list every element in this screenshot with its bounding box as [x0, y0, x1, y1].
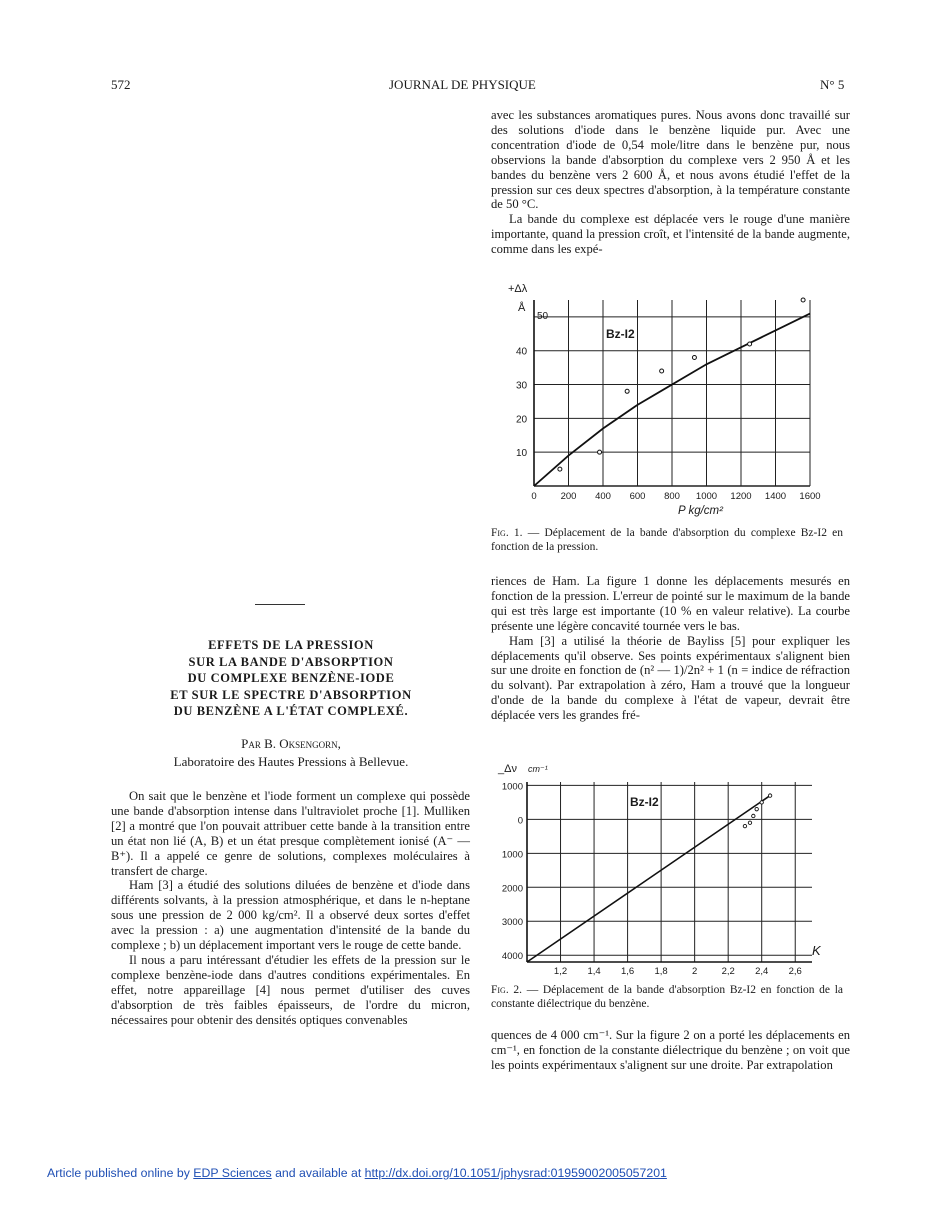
y-tick-label: 10 [516, 448, 528, 460]
footer-prefix: Article published online by [47, 1166, 190, 1180]
data-point [692, 355, 696, 359]
chart-grid [527, 782, 812, 962]
chart-grid [534, 300, 810, 486]
footer-middle: and available at [275, 1166, 362, 1180]
right-middle-text [491, 574, 850, 723]
y-unit-label: cm⁻¹ [528, 764, 548, 774]
data-point [625, 389, 629, 393]
data-point [760, 801, 763, 804]
data-point [558, 467, 562, 471]
x-tick-label: 800 [664, 491, 680, 502]
x-tick-label: 0 [531, 491, 537, 502]
paragraph: quences de 4 000 cm⁻¹. Sur la figure 2 on a porté les déplacements en cm⁻¹, en fonction de la constante diélectrique du benzène ; on voit que les points expérimentaux s'alignent sur une droite. Par extrapolation [491, 1028, 850, 1072]
issue-number: N° 5 [820, 77, 845, 92]
y-tick-label: 2000 [501, 883, 523, 895]
footer-notice [47, 1166, 667, 1180]
data-point [768, 794, 771, 797]
x-tick-label: 1200 [730, 491, 752, 502]
article-title [108, 637, 474, 720]
y-tick-label: 50 [537, 310, 549, 322]
right-top-text [491, 108, 850, 257]
figure-2-chart [490, 760, 850, 980]
paragraph: On sait que le benzène et l'iode forment un complexe qui possède une bande d'absorption intense dans l'ultraviolet proche [1]. Mulliken [2] a montré que l'on pouvait attribuer cette bande à la transition entre un état non lié (A, B) et un état presque complètement ionisé (A⁻ — B⁺). Il a appelé ce genre de solutions, complexes moléculaires à transfert de charge. [111, 789, 470, 878]
fit-line-path [527, 796, 770, 962]
title-line: EFFETS DE LA PRESSION [208, 638, 374, 652]
journal-title: JOURNAL DE PHYSIQUE [389, 77, 536, 92]
series-label: Bz-I2 [606, 327, 635, 341]
y-axis-label: _Δν [498, 763, 517, 775]
x-tick-label: 1,6 [620, 966, 635, 977]
figure-2-caption [491, 984, 843, 1011]
caption-text: — Déplacement de la bande d'absorption du complexe Bz-I2 en fonction de la pression. [491, 527, 844, 553]
x-tick-label: 600 [629, 491, 646, 502]
y-tick-label: 1000 [501, 849, 523, 861]
figure-1-chart [490, 280, 850, 520]
x-tick-label: 1,4 [587, 966, 601, 977]
affiliation-line: Laboratoire des Hautes Pressions à Bellevue. [173, 754, 409, 769]
y-tick-label: 40 [516, 346, 528, 358]
doi-link[interactable]: http://dx.doi.org/10.1051/jphysrad:01959002005057201 [364, 1166, 667, 1180]
data-point [748, 821, 751, 824]
paragraph: riences de Ham. La figure 1 donne les déplacements mesurés en fonction de la pression. L'erreur de pointé sur le maximum de la bande qui est très large est importante (10 % en valeur relative). La courbe présente une légère concavité tournée vers le bas. [491, 574, 850, 633]
data-point [598, 450, 602, 454]
data-point [743, 824, 746, 827]
y-tick-label: 3000 [501, 917, 523, 929]
x-axis-label: P kg/cm² [678, 505, 723, 517]
y-tick-label: 30 [516, 380, 528, 392]
x-tick-label: 1,2 [553, 966, 568, 977]
title-line: ET SUR LE SPECTRE D'ABSORPTION [170, 687, 412, 702]
page-number: 572 [111, 77, 131, 92]
caption-label: Fig. 2. [491, 984, 523, 996]
publisher-link[interactable]: EDP Sciences [193, 1166, 272, 1180]
x-tick-label: 1400 [764, 491, 787, 502]
y-tick-label: 20 [516, 414, 528, 426]
title-line: DU BENZÈNE A L'ÉTAT COMPLEXÉ. [173, 704, 409, 718]
y-tick-labels [516, 311, 549, 459]
x-tick-label: 400 [595, 491, 611, 502]
y-tick-label: 1000 [501, 781, 523, 793]
caption-label: Fig. 1. [491, 527, 523, 539]
y-unit-label: Å [518, 302, 526, 314]
y-axis-label: +Δλ [508, 283, 528, 295]
data-point [660, 369, 664, 373]
series-label: Bz-I2 [630, 795, 659, 809]
x-tick-label: 200 [560, 491, 577, 502]
divider-rule [255, 604, 305, 605]
right-bottom-text [491, 1028, 850, 1073]
x-tick-labels [531, 491, 820, 502]
fit-line [527, 796, 770, 962]
data-point [801, 298, 805, 302]
title-line: SUR LA BANDE D'ABSORPTION [188, 654, 394, 669]
x-axis-label: K [812, 943, 821, 958]
data-point [755, 807, 758, 810]
x-tick-label: 2,4 [755, 966, 769, 977]
paragraph: avec les substances aromatiques pures. Nous avons donc travaillé sur des solutions d'iode dans le benzène liquide pur. Avec une concentration d'iode de 0,54 mole/litre dans le benzène pur, nous observions la bande d'absorption du complexe vers 2 950 Å et les bandes du benzène vers 2 600 Å, et nous avons étudié l'effet de la pression sur ces deux spectres d'absorption, à la température constante de 50 °C. [491, 108, 850, 212]
y-tick-label: 4000 [501, 951, 523, 963]
paragraph: Ham [3] a utilisé la théorie de Bayliss [5] pour expliquer les déplacements qu'il observe. Ses points expérimentaux s'alignent bien sur une droite en fonction de (n² — 1)/2n² + 1 (n = indice de réfraction du solvant). Par extrapolation à zéro, Ham a trouvé que la longueur d'onde de la bande du complexe à l'état de vapeur, devrait être déplacée vers les grandes fré- [491, 633, 850, 723]
data-point [752, 814, 755, 817]
y-tick-labels [502, 781, 523, 962]
left-body-text [111, 789, 470, 1028]
y-tick-label: 0 [517, 815, 523, 827]
figure-1-caption [491, 527, 843, 554]
author-line: Par B. Oksengorn, [241, 736, 341, 751]
x-tick-label: 1,8 [654, 966, 668, 977]
x-tick-labels [554, 966, 802, 977]
x-tick-label: 1600 [799, 491, 821, 502]
x-tick-label: 2,6 [788, 966, 802, 977]
title-line: DU COMPLEXE BENZÈNE-IODE [187, 671, 395, 685]
paragraph: Il nous a paru intéressant d'étudier les effets de la pression sur le complexe benzène-iode dans d'autres conditions expérimentales. En effet, notre appareillage [4] nous permet d'utiliser des cuves d'absorption de très faibles épaisseurs, de l'ordre du micron, nécessaires pour obtenir des densités optiques convenables [111, 952, 470, 1027]
paragraph: Ham [3] a étudié des solutions diluées de benzène et d'iode dans différents solvants, à la pression atmosphérique, et dans le n-heptane sous une pression de 2 000 kg/cm². Il a observé deux sortes d'effet avec la pression : a) une augmentation d'intensité de la bande du complexe ; b) un déplacement important vers le rouge de cette bande. [111, 878, 470, 953]
x-tick-label: 2,2 [721, 966, 735, 977]
data-point [748, 342, 752, 346]
x-tick-label: 1000 [695, 491, 718, 502]
caption-text: — Déplacement de la bande d'absorption Bz-I2 en fonction de la constante diélectrique du benzène. [491, 984, 844, 1010]
paragraph: La bande du complexe est déplacée vers le rouge d'une manière importante, quand la pression croît, et l'intensité de la bande augmente, comme dans les expé- [491, 212, 850, 257]
x-tick-label: 2 [691, 966, 698, 977]
